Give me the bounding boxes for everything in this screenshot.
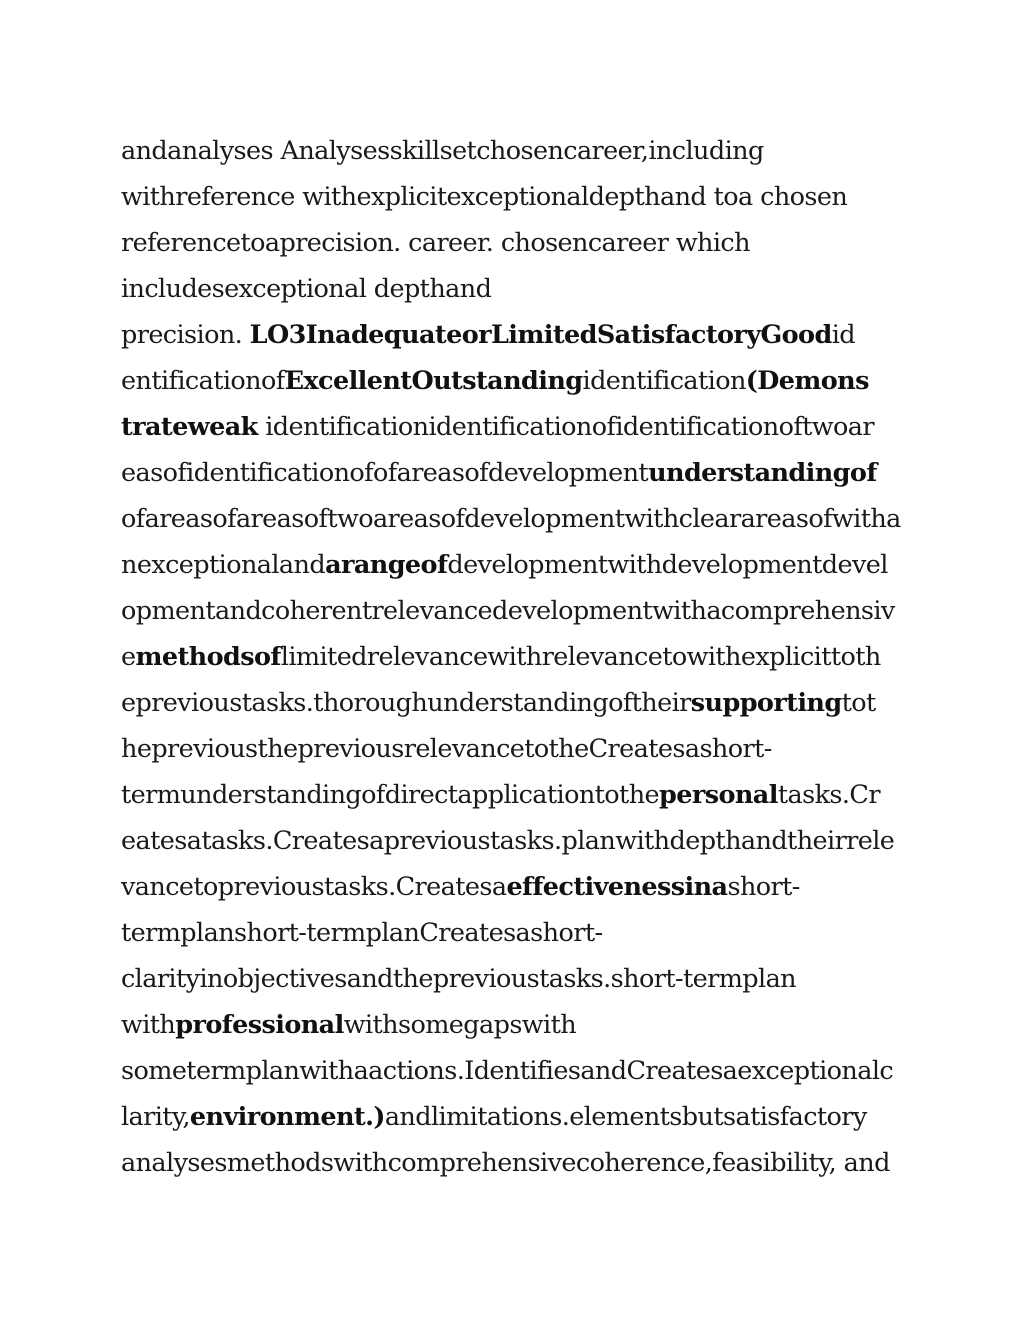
bold-text-run: arangeof xyxy=(325,550,448,580)
text-run: includesexceptional depthand xyxy=(121,274,492,304)
text-run: easofidentificationofofareasofdevelopment xyxy=(121,458,649,488)
text-run: tot xyxy=(841,688,876,718)
text-run: withreference withexplicitexceptionaldepthand toa chosen xyxy=(121,182,848,212)
text-run: termunderstandingofdirectapplicationtothe xyxy=(121,780,660,810)
text-run: precision. xyxy=(121,320,250,350)
text-run: identification xyxy=(582,366,746,396)
text-line xyxy=(121,1002,911,1048)
text-run: opmentandcoherentrelevancedevelopmentwithacomprehensiv xyxy=(121,596,895,626)
text-line xyxy=(121,266,911,312)
bold-text-run: supporting xyxy=(690,688,842,718)
bold-text-run: personal xyxy=(659,780,778,810)
bold-text-run: environment.) xyxy=(189,1102,385,1132)
text-run: larity, xyxy=(121,1102,190,1132)
text-run: limitedrelevancewithrelevancetowithexplicittoth xyxy=(280,642,881,672)
text-line xyxy=(121,910,911,956)
text-run: entificationof xyxy=(121,366,285,396)
text-run: e xyxy=(121,642,136,672)
text-run: andanalyses Analysesskillsetchosencareer,including xyxy=(121,136,764,166)
bold-text-run: effectivenessina xyxy=(506,872,728,902)
text-run: tasks.Cr xyxy=(777,780,880,810)
text-run: short- xyxy=(727,872,800,902)
bold-text-run: (Demons xyxy=(745,366,869,396)
text-run: developmentwithdevelopmentdevel xyxy=(447,550,888,580)
bold-text-run: ExcellentOutstanding xyxy=(284,366,583,396)
text-run: nexceptionaland xyxy=(121,550,326,580)
text-line xyxy=(121,450,911,496)
bold-text-run: LO3InadequateorLimitedSatisfactoryGood xyxy=(249,320,832,350)
text-line xyxy=(121,864,911,910)
text-line xyxy=(121,174,911,220)
text-line xyxy=(121,680,911,726)
text-run: andlimitations.elementsbutsatisfactory xyxy=(384,1102,867,1132)
text-run: vancetopreviоustasks.Createsa xyxy=(121,872,507,902)
text-line xyxy=(121,1140,911,1186)
text-line xyxy=(121,542,911,588)
text-line xyxy=(121,634,911,680)
text-line xyxy=(121,726,911,772)
text-line xyxy=(121,496,911,542)
text-line xyxy=(121,588,911,634)
text-run: analysesmethodswithcomprehensivecoherence,feasibility, and xyxy=(121,1148,890,1178)
bold-text-run: understandingof xyxy=(648,458,877,488)
text-line xyxy=(121,772,911,818)
text-run: sometermplanwithaactions.IdentifiesandCreatesaexceptionalc xyxy=(121,1056,894,1086)
body-text xyxy=(121,128,911,1186)
text-run: identificationidentificationofidentificationoftwoar xyxy=(257,412,874,442)
text-line xyxy=(121,818,911,864)
text-run: with xyxy=(121,1010,176,1040)
text-line xyxy=(121,1094,911,1140)
text-line xyxy=(121,312,911,358)
text-line xyxy=(121,358,911,404)
text-run: referencetoaprecision. career. chosencareer which xyxy=(121,228,750,258)
text-run: termplanshort-termplanCreatesashort- xyxy=(121,918,603,948)
bold-text-run: trateweak xyxy=(121,412,258,442)
text-run: id xyxy=(831,320,855,350)
bold-text-run: methodsof xyxy=(135,642,281,672)
text-run: eatesatasks.Createsapreviоustasks.planwithdepthandtheirrele xyxy=(121,826,895,856)
text-run: epreviоustasks.thoroughunderstandingoftheir xyxy=(121,688,691,718)
text-run: hepreviousthepreviousrelevancetotheCreatesashort- xyxy=(121,734,772,764)
text-line xyxy=(121,1048,911,1094)
text-line xyxy=(121,404,911,450)
text-run: withsomegapswith xyxy=(343,1010,577,1040)
text-run: clarityinobjectivesandthepreviоustasks.short-termplan xyxy=(121,964,797,994)
bold-text-run: professional xyxy=(175,1010,344,1040)
text-run: ofareasofareasoftwoareasofdevelopmentwithclearareasofwitha xyxy=(121,504,901,534)
text-line xyxy=(121,220,911,266)
text-line xyxy=(121,128,911,174)
text-line xyxy=(121,956,911,1002)
